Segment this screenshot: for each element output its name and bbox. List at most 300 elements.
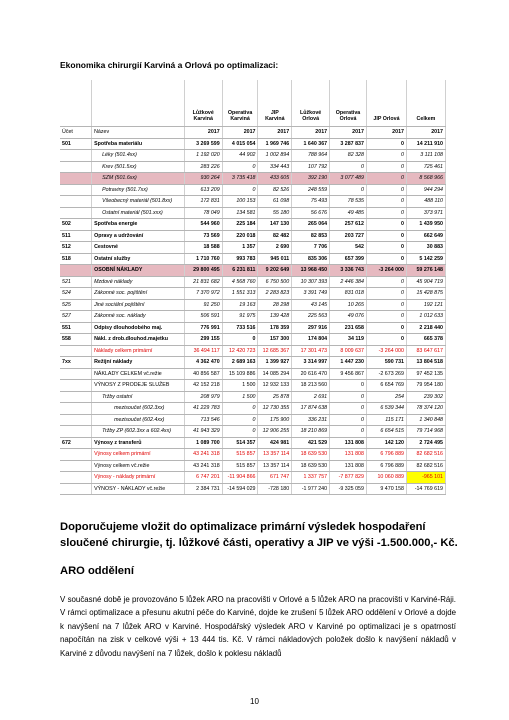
table-cell: 6 231 811	[222, 265, 258, 277]
table-cell: 78 535	[330, 196, 367, 208]
table-cell: Tržby ZP (602.3xx a 602.4xx)	[92, 426, 185, 438]
table-row	[60, 196, 446, 208]
page-number: 10	[250, 697, 259, 706]
table-cell: 0	[366, 150, 406, 162]
table-cell: 20 616 470	[292, 368, 330, 380]
table-cell: Ostatní materiál (501.xxx)	[92, 207, 185, 219]
table-cell: 75 493	[292, 196, 330, 208]
table-cell: 13 968 450	[292, 265, 330, 277]
table-cell: 551	[60, 322, 92, 334]
table-cell: 100 153	[222, 196, 258, 208]
table-cell: 0	[366, 207, 406, 219]
table-cell: 0	[330, 426, 367, 438]
table-cell: 208 979	[184, 391, 222, 403]
table-cell: 725 461	[406, 161, 445, 173]
table-cell: 1 500	[222, 380, 258, 392]
table-row	[60, 472, 446, 484]
table-cell: 0	[366, 299, 406, 311]
table-cell: 2017	[406, 127, 445, 139]
table-cell: -7 877 829	[330, 472, 367, 484]
table-row	[60, 138, 446, 150]
table-cell: 1 640 367	[292, 138, 330, 150]
table-cell: 142 120	[366, 437, 406, 449]
table-cell: 12 730 355	[258, 403, 292, 415]
table-cell: Cestovné	[92, 242, 185, 254]
table-cell: 131 808	[330, 460, 367, 472]
table-cell: 59 276 148	[406, 265, 445, 277]
table-cell: 776 991	[184, 322, 222, 334]
table-header-row	[60, 80, 446, 127]
table-cell: Operativa Orlová	[330, 80, 367, 127]
table-cell: 82 526	[258, 184, 292, 196]
table-cell: 930 264	[184, 173, 222, 185]
table-cell: 225 563	[292, 311, 330, 323]
table-cell: 512	[60, 242, 92, 254]
table-cell: 1 439 950	[406, 219, 445, 231]
table-cell: 36 494 117	[184, 345, 222, 357]
table-cell: 1 012 633	[406, 311, 445, 323]
table-cell: 41 943 329	[184, 426, 222, 438]
table-cell: VÝNOSY - NÁKLADY vč.režie	[92, 483, 185, 495]
table-cell: 13 357 114	[258, 460, 292, 472]
table-cell: 0	[366, 173, 406, 185]
table-row	[60, 230, 446, 242]
table-cell: 13 357 114	[258, 449, 292, 461]
table-cell	[60, 80, 92, 127]
table-cell: 1 551 313	[222, 288, 258, 300]
table-cell: mezisoučet (602.4xx)	[92, 414, 185, 426]
table-cell: 613 209	[184, 184, 222, 196]
table-cell: -728 180	[258, 483, 292, 495]
table-cell: 25 878	[258, 391, 292, 403]
table-cell: 3 314 997	[292, 357, 330, 369]
table-cell: 6 654 515	[366, 426, 406, 438]
table-cell: 0	[366, 196, 406, 208]
table-cell: Výnosy celkem vč.režie	[92, 460, 185, 472]
table-row	[60, 414, 446, 426]
table-cell: 0	[330, 391, 367, 403]
table-cell: Krev (501.5xx)	[92, 161, 185, 173]
table-cell: SZM (501.6xx)	[92, 173, 185, 185]
table-cell	[92, 80, 185, 127]
recommendation-text: Doporučujeme vložit do optimalizace primární výsledek hospodaření sloučené chirurgie, tj. lůžkové části, operativy a JIP ve výši -1.500.000,- Kč.	[60, 521, 458, 549]
table-cell: 73 569	[184, 230, 222, 242]
table-cell: 713 546	[184, 414, 222, 426]
table-cell: 297 916	[292, 322, 330, 334]
table-row	[60, 173, 446, 185]
table-cell: 1 357	[222, 242, 258, 254]
table-row	[60, 437, 446, 449]
table-cell: 0	[222, 184, 258, 196]
table-cell: 421 529	[292, 437, 330, 449]
table-cell: Potraviny (501.7xx)	[92, 184, 185, 196]
table-cell: 79 954 180	[406, 380, 445, 392]
table-cell: 0	[366, 161, 406, 173]
table-cell: 8 568 966	[406, 173, 445, 185]
table-cell: 0	[366, 230, 406, 242]
table-cell: 82 682 516	[406, 449, 445, 461]
table-cell: 18 213 560	[292, 380, 330, 392]
table-cell: VÝNOSY Z PRODEJE SLUŽEB	[92, 380, 185, 392]
table-cell: 0	[366, 311, 406, 323]
table-cell: 2017	[222, 127, 258, 139]
table-cell: 657 399	[330, 253, 367, 265]
table-cell: 590 731	[366, 357, 406, 369]
table-cell: 665 378	[406, 334, 445, 346]
table-cell: Spotřeba energie	[92, 219, 185, 231]
table-cell: 0	[366, 322, 406, 334]
table-cell: 558	[60, 334, 92, 346]
table-cell: 12 932 133	[258, 380, 292, 392]
table-cell: Výnosy z transferů	[92, 437, 185, 449]
table-cell	[60, 472, 92, 484]
table-cell: 1 969 746	[258, 138, 292, 150]
table-row	[60, 253, 446, 265]
table-row	[60, 207, 446, 219]
table-cell: 107 792	[292, 161, 330, 173]
table-row	[60, 299, 446, 311]
table-cell: 19 163	[222, 299, 258, 311]
table-cell: 518	[60, 253, 92, 265]
table-cell: -14 594 029	[222, 483, 258, 495]
table-cell: 49 076	[330, 311, 367, 323]
table-cell: 0	[366, 288, 406, 300]
table-cell: 3 111 108	[406, 150, 445, 162]
table-cell	[60, 207, 92, 219]
table-cell: 18 210 869	[292, 426, 330, 438]
table-row	[60, 322, 446, 334]
table-row	[60, 311, 446, 323]
table-cell: 0	[330, 184, 367, 196]
table-cell: 6 750 500	[258, 276, 292, 288]
table-cell: 61 098	[258, 196, 292, 208]
table-cell: 17 874 638	[292, 403, 330, 415]
table-cell: 7 706	[292, 242, 330, 254]
table-cell: 82 328	[330, 150, 367, 162]
table-cell: 0	[330, 161, 367, 173]
table-cell: 0	[330, 414, 367, 426]
table-cell: 0	[222, 426, 258, 438]
table-cell: 424 981	[258, 437, 292, 449]
table-cell: 1 447 230	[330, 357, 367, 369]
table-cell: 97 452 135	[406, 368, 445, 380]
table-cell: 0	[222, 414, 258, 426]
table-cell: -9 325 059	[330, 483, 367, 495]
table-cell: 433 605	[258, 173, 292, 185]
table-cell: Náklady celkem primární	[92, 345, 185, 357]
table-cell: 9 456 867	[330, 368, 367, 380]
table-cell: 993 783	[222, 253, 258, 265]
table-cell: 9 202 649	[258, 265, 292, 277]
table-cell: 2017	[184, 127, 222, 139]
table-cell: 21 831 682	[184, 276, 222, 288]
table-cell: 45 904 719	[406, 276, 445, 288]
table-cell	[60, 161, 92, 173]
table-row	[60, 403, 446, 415]
table-cell: Ostatní služby	[92, 253, 185, 265]
table-cell: 0	[222, 161, 258, 173]
table-cell: OSOBNÍ NÁKLADY	[92, 265, 185, 277]
table-cell: -14 769 619	[406, 483, 445, 495]
table-cell: 0	[366, 138, 406, 150]
table-cell: 8 009 637	[330, 345, 367, 357]
table-cell: 3 336 743	[330, 265, 367, 277]
table-cell: 175 900	[258, 414, 292, 426]
table-cell: 2 384 731	[184, 483, 222, 495]
table-cell: 0	[366, 219, 406, 231]
table-cell: Výnosy celkem primární	[92, 449, 185, 461]
table-cell	[60, 150, 92, 162]
table-cell: 662 649	[406, 230, 445, 242]
table-cell: 1 340 848	[406, 414, 445, 426]
table-row	[60, 288, 446, 300]
table-cell: 299 155	[184, 334, 222, 346]
table-cell: 42 152 218	[184, 380, 222, 392]
table-row	[60, 460, 446, 472]
table-cell: 1 192 020	[184, 150, 222, 162]
table-cell: 525	[60, 299, 92, 311]
table-cell: NÁKLADY CELKEM vč.režie	[92, 368, 185, 380]
table-cell: 225 184	[222, 219, 258, 231]
table-cell: 15 109 886	[222, 368, 258, 380]
table-cell: 2017	[330, 127, 367, 139]
table-row	[60, 357, 446, 369]
table-cell: -1 977 240	[292, 483, 330, 495]
table-cell: 515 857	[222, 449, 258, 461]
table-cell: 41 229 783	[184, 403, 222, 415]
table-cell	[60, 368, 92, 380]
table-cell: 6 796 889	[366, 460, 406, 472]
table-cell: 733 516	[222, 322, 258, 334]
table-cell: 0	[366, 276, 406, 288]
table-cell: 12 685 367	[258, 345, 292, 357]
table-cell: 0	[366, 184, 406, 196]
table-heading: Ekonomika chirurgií Karviná a Orlová po optimalizaci:	[60, 60, 279, 70]
table-cell: Operativa Karviná	[222, 80, 258, 127]
table-row	[60, 391, 446, 403]
table-cell: 542	[330, 242, 367, 254]
table-cell: 131 808	[330, 449, 367, 461]
table-cell: 3 269 599	[184, 138, 222, 150]
table-cell: 7xx	[60, 357, 92, 369]
table-row	[60, 449, 446, 461]
table-cell: 18 639 530	[292, 460, 330, 472]
table-cell	[60, 380, 92, 392]
section-title: ARO oddělení	[60, 565, 134, 577]
table-cell: 14 211 910	[406, 138, 445, 150]
table-cell: 0	[366, 334, 406, 346]
table-cell: 334 443	[258, 161, 292, 173]
table-cell: 248 559	[292, 184, 330, 196]
table-cell: Výnosy - náklady primární	[92, 472, 185, 484]
table-cell: 43 241 318	[184, 460, 222, 472]
table-cell: 527	[60, 311, 92, 323]
table-cell: Spotřeba materiálu	[92, 138, 185, 150]
table-cell: 0	[222, 403, 258, 415]
table-cell: 4 568 760	[222, 276, 258, 288]
table-cell: 43 145	[292, 299, 330, 311]
table-cell: 944 294	[406, 184, 445, 196]
table-cell: 172 831	[184, 196, 222, 208]
table-cell: -2 673 269	[366, 368, 406, 380]
table-cell: 239 302	[406, 391, 445, 403]
table-cell: 231 658	[330, 322, 367, 334]
table-cell: 44 902	[222, 150, 258, 162]
table-cell: 1 399 927	[258, 357, 292, 369]
table-cell: 515 857	[222, 460, 258, 472]
table-cell	[60, 414, 92, 426]
table-cell: 147 130	[258, 219, 292, 231]
table-cell: 6 539 344	[366, 403, 406, 415]
table-cell	[60, 265, 92, 277]
table-cell: JIP Karviná	[258, 80, 292, 127]
table-cell: 10 060 889	[366, 472, 406, 484]
table-cell: 5 142 259	[406, 253, 445, 265]
table-cell: Lůžkové Karviná	[184, 80, 222, 127]
table-cell: 3 287 837	[330, 138, 367, 150]
table-cell: 220 018	[222, 230, 258, 242]
table-cell: 15 428 875	[406, 288, 445, 300]
table-cell: 55 180	[258, 207, 292, 219]
table-cell: Název	[92, 127, 185, 139]
table-cell: 2 446 384	[330, 276, 367, 288]
table-cell: 6 796 889	[366, 449, 406, 461]
table-cell: 4 362 470	[184, 357, 222, 369]
table-cell: 49 485	[330, 207, 367, 219]
table-cell: 83 647 617	[406, 345, 445, 357]
table-cell: 2 691	[292, 391, 330, 403]
table-row	[60, 219, 446, 231]
table-row	[60, 242, 446, 254]
table-cell: Opravy a udržování	[92, 230, 185, 242]
table-cell: 514 357	[222, 437, 258, 449]
table-cell: 336 231	[292, 414, 330, 426]
table-cell: 40 856 587	[184, 368, 222, 380]
table-cell: 788 964	[292, 150, 330, 162]
table-cell: 13 804 518	[406, 357, 445, 369]
table-cell: 7 370 972	[184, 288, 222, 300]
table-cell: 502	[60, 219, 92, 231]
table-cell: 43 241 318	[184, 449, 222, 461]
table-cell: 28 298	[258, 299, 292, 311]
table-cell: 1 089 700	[184, 437, 222, 449]
table-cell: 2 218 440	[406, 322, 445, 334]
table-cell: 506 591	[184, 311, 222, 323]
table-cell: Režijní náklady	[92, 357, 185, 369]
table-cell: 10 307 393	[292, 276, 330, 288]
table-cell: Léky (501.4xx)	[92, 150, 185, 162]
table-cell: 6 654 769	[366, 380, 406, 392]
table-cell: Mzdové náklady	[92, 276, 185, 288]
table-cell: 14 085 294	[258, 368, 292, 380]
table-cell	[60, 196, 92, 208]
table-cell: 178 359	[258, 322, 292, 334]
table-cell: 544 960	[184, 219, 222, 231]
table-cell: 91 250	[184, 299, 222, 311]
table-cell: 91 975	[222, 311, 258, 323]
table-cell: 78 374 120	[406, 403, 445, 415]
table-cell: Odpisy dlouhodobého maj.	[92, 322, 185, 334]
table-cell: 671 747	[258, 472, 292, 484]
table-cell: 29 800 495	[184, 265, 222, 277]
table-cell	[60, 403, 92, 415]
table-cell	[60, 449, 92, 461]
table-cell	[60, 426, 92, 438]
table-cell: 265 064	[292, 219, 330, 231]
table-cell: 115 171	[366, 414, 406, 426]
table-cell: 254	[366, 391, 406, 403]
table-cell: 2017	[292, 127, 330, 139]
table-cell: 12 906 255	[258, 426, 292, 438]
table-cell: 82 682 516	[406, 460, 445, 472]
table-row	[60, 150, 446, 162]
table-cell	[60, 345, 92, 357]
table-cell: 2 689 163	[222, 357, 258, 369]
table-cell	[60, 391, 92, 403]
table-cell: mezisoučet (602.3xx)	[92, 403, 185, 415]
table-cell: 56 676	[292, 207, 330, 219]
table-row	[60, 334, 446, 346]
table-cell: 0	[366, 253, 406, 265]
table-cell: 511	[60, 230, 92, 242]
table-cell: 82 482	[258, 230, 292, 242]
table-cell: 82 853	[292, 230, 330, 242]
table-cell: 174 804	[292, 334, 330, 346]
table-cell: 12 420 723	[222, 345, 258, 357]
table-cell: Všeobecný materiál (501.8xx)	[92, 196, 185, 208]
table-cell: 203 727	[330, 230, 367, 242]
economics-table	[60, 80, 446, 495]
table-cell: 9 470 158	[366, 483, 406, 495]
table-cell: 131 808	[330, 437, 367, 449]
table-cell	[60, 184, 92, 196]
table-cell: 1 337 757	[292, 472, 330, 484]
table-cell: -965 101	[406, 472, 445, 484]
table-cell: 4 015 054	[222, 138, 258, 150]
table-cell: 373 971	[406, 207, 445, 219]
table-cell: 2 690	[258, 242, 292, 254]
table-cell: 134 581	[222, 207, 258, 219]
table-cell	[60, 173, 92, 185]
table-cell: 488 110	[406, 196, 445, 208]
table-cell: 79 714 968	[406, 426, 445, 438]
table-cell: 524	[60, 288, 92, 300]
table-row	[60, 380, 446, 392]
table-cell: 34 119	[330, 334, 367, 346]
table-row	[60, 368, 446, 380]
table-cell: 139 428	[258, 311, 292, 323]
table-row	[60, 184, 446, 196]
table-cell: Celkem	[406, 80, 445, 127]
table-cell: 392 190	[292, 173, 330, 185]
table-row	[60, 345, 446, 357]
body-paragraph: V současné době je provozováno 5 lůžek ARO na pracovišti v Orlové a 5 lůžek ARO na pracovišti v Karviné-Ráji. V rámci optimalizace a přesunu akutní péče do Karviné, dojde ke zrušení 5 lůžek ARO oddělení v Orlové a dojde k navýšení na 7 lůžek ARO v Karviné. Hospodářský výsledek ARO v Karviné po optimalizaci je s opatrností napočítán na zisk v celkové výši + 13 444 tis. Kč. V rámci nákladových položek došlo k navýšení nákladů v Karviné z důvodu navýšení na 7 lůžek, došlo k poklesu nákladů	[60, 595, 456, 658]
table-cell: 18 639 530	[292, 449, 330, 461]
table-cell: 501	[60, 138, 92, 150]
table-cell: 2017	[366, 127, 406, 139]
table-cell: Účet	[60, 127, 92, 139]
table-cell: 3 735 418	[222, 173, 258, 185]
table-cell: Jiné sociální pojištění	[92, 299, 185, 311]
table-cell: 10 265	[330, 299, 367, 311]
table-cell: -3 264 000	[366, 345, 406, 357]
table-cell: Zákonné soc. náklady	[92, 311, 185, 323]
table-year-row	[60, 127, 446, 139]
table-cell: 3 077 489	[330, 173, 367, 185]
table-cell: 257 612	[330, 219, 367, 231]
table-cell: 521	[60, 276, 92, 288]
table-cell: 1 710 760	[184, 253, 222, 265]
